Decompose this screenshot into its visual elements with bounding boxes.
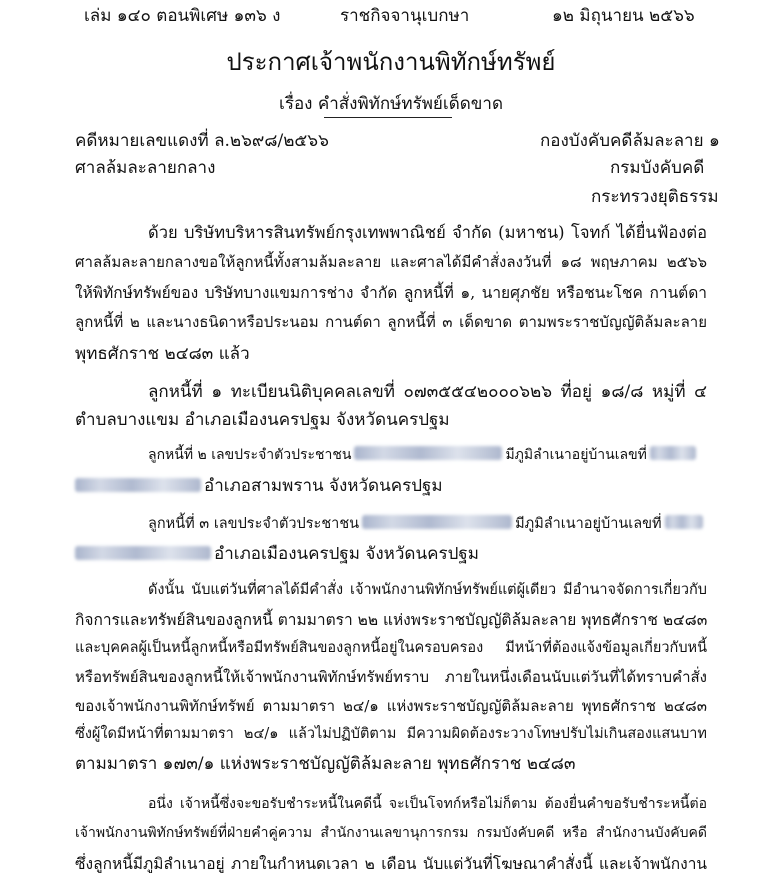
p4-label-id: ลูกหนี้ที่ ๓ เลขประจำตัวประชาชน xyxy=(148,516,360,532)
redacted-locality xyxy=(75,478,201,492)
p6-line-1: อนึ่ง เจ้าหนี้ซึ่งจะขอรับชำระหนี้ในคดีนี้ จะเป็นโจทก์หรือไม่ก็ตาม ต้องยื่นคำขอรับชำระหนี้ต่อ xyxy=(148,796,707,812)
redacted-locality xyxy=(75,546,211,560)
gazette-volume: เล่ม ๑๔๐ ตอนพิเศษ ๑๓๖ ง xyxy=(84,6,281,26)
p5-line-1: ดังนั้น นับแต่วันที่ศาลได้มีคำสั่ง เจ้าพนักงานพิทักษ์ทรัพย์แต่ผู้เดียว มีอำนาจจัดการเกี่ยวกับ xyxy=(148,582,707,598)
division-name: กองบังคับคดีล้มละลาย ๑ xyxy=(540,131,720,151)
p4-district: อำเภอเมืองนครปฐม จังหวัดนครปฐม xyxy=(214,544,479,564)
p5-line-7: ตามมาตรา ๑๗๓/๑ แห่งพระราชบัญญัติล้มละลาย พุทธศักราช ๒๔๘๓ xyxy=(75,754,576,774)
gazette-date: ๑๒ มิถุนายน ๒๕๖๖ xyxy=(552,6,695,26)
p3-district: อำเภอสามพราน จังหวัดนครปฐม xyxy=(204,476,443,496)
redacted-id-number xyxy=(354,446,502,460)
p5-line-3: และบุคคลผู้เป็นหนี้ลูกหนี้หรือมีทรัพย์สินของลูกหนี้อยู่ในครอบครอง มีหน้าที่ต้องแจ้งข้อมูลเกี่ยวกับหนี้ xyxy=(75,640,707,656)
p6-line-2: เจ้าพนักงานพิทักษ์ทรัพย์ที่ฝ่ายคำคู่ความ สำนักงานเลขานุการกรม กรมบังคับคดี หรือ สำนักงานบังคับคดี xyxy=(75,825,707,841)
p4-line-1 xyxy=(148,512,707,535)
p1-line-2: ศาลล้มละลายกลางขอให้ลูกหนี้ทั้งสามล้มละลาย และศาลได้มีคำสั่งลงวันที่ ๑๘ พฤษภาคม ๒๕๖๖ xyxy=(75,253,707,271)
p2-line-2: ตำบลบางแขม อำเภอเมืองนครปฐม จังหวัดนครปฐม xyxy=(75,410,450,430)
p5-line-4: หรือทรัพย์สินของลูกหนี้ให้เจ้าพนักงานพิทักษ์ทรัพย์ทราบ ภายในหนึ่งเดือนนับแต่วันที่ได้ทราบคำสั่ง xyxy=(75,668,707,686)
redacted-id-number xyxy=(362,515,512,529)
page-subtitle: เรื่อง คำสั่งพิทักษ์ทรัพย์เด็ดขาด xyxy=(279,94,503,114)
p1-line-3: ให้พิทักษ์ทรัพย์ของ บริษัทบางแขมการช่าง จำกัด ลูกหนี้ที่ ๑, นายศุภชัย หรือชนะโชค กานต์ดา xyxy=(75,284,707,302)
department-name: กรมบังคับคดี xyxy=(610,158,705,178)
p5-line-2: กิจการและทรัพย์สินของลูกหนี้ ตามมาตรา ๒๒ แห่งพระราชบัญญัติล้มละลาย พุทธศักราช ๒๔๘๓ xyxy=(75,611,708,629)
p6-line-3: ซึ่งลูกหนี้มีภูมิลำเนาอยู่ ภายในกำหนดเวลา ๒ เดือน นับแต่วันที่โฆษณาคำสั่งนี้ และเจ้าพนักงาน xyxy=(75,855,707,873)
court-name: ศาลล้มละลายกลาง xyxy=(75,158,216,178)
p1-line-1: ด้วย บริษัทบริหารสินทรัพย์กรุงเทพพาณิชย์ จำกัด (มหาชน) โจทก์ ได้ยื่นฟ้องต่อ xyxy=(148,223,707,242)
p1-line-5: พุทธศักราช ๒๔๘๓ แล้ว xyxy=(75,344,250,364)
p3-label-address: มีภูมิลำเนาอยู่บ้านเลขที่ xyxy=(505,447,647,463)
p2-line-1: ลูกหนี้ที่ ๑ ทะเบียนนิติบุคคลเลขที่ ๐๗๓๕๕๔๒๐๐๐๖๒๖ ที่อยู่ ๑๘/๘ หมู่ที่ ๔ xyxy=(148,382,707,402)
case-number: คดีหมายเลขแดงที่ ล.๒๖๙๘/๒๕๖๖ xyxy=(75,131,329,151)
redacted-house-number xyxy=(650,446,696,460)
ministry-name: กระทรวงยุติธรรม xyxy=(591,187,719,207)
gazette-name: ราชกิจจานุเบกษา xyxy=(340,6,470,26)
p3-line-1 xyxy=(148,444,707,466)
p3-line-2 xyxy=(75,472,707,499)
p4-line-2 xyxy=(75,540,707,567)
p5-line-6: ซึ่งผู้ใดมีหน้าที่ตามมาตรา ๒๔/๑ แล้วไม่ปฏิบัติตาม มีความผิดต้องระวางโทษปรับไม่เกินสองแสนบาท xyxy=(75,726,707,742)
p4-label-address: มีภูมิลำเนาอยู่บ้านเลขที่ xyxy=(515,516,662,532)
p3-label-id: ลูกหนี้ที่ ๒ เลขประจำตัวประชาชน xyxy=(148,447,352,463)
page-title: ประกาศเจ้าพนักงานพิทักษ์ทรัพย์ xyxy=(226,48,556,76)
title-divider xyxy=(324,117,452,118)
redacted-house-number xyxy=(665,515,703,529)
p5-line-5: ของเจ้าพนักงานพิทักษ์ทรัพย์ ตามมาตรา ๒๔/๑ แห่งพระราชบัญญัติล้มละลาย พุทธศักราช ๒๔๘๓ xyxy=(75,697,707,715)
p1-line-4: ลูกหนี้ที่ ๒ และนางธนิดาหรือประนอม กานต์ดา ลูกหนี้ที่ ๓ เด็ดขาด ตามพระราชบัญญัติล้มละลาย xyxy=(75,313,707,331)
